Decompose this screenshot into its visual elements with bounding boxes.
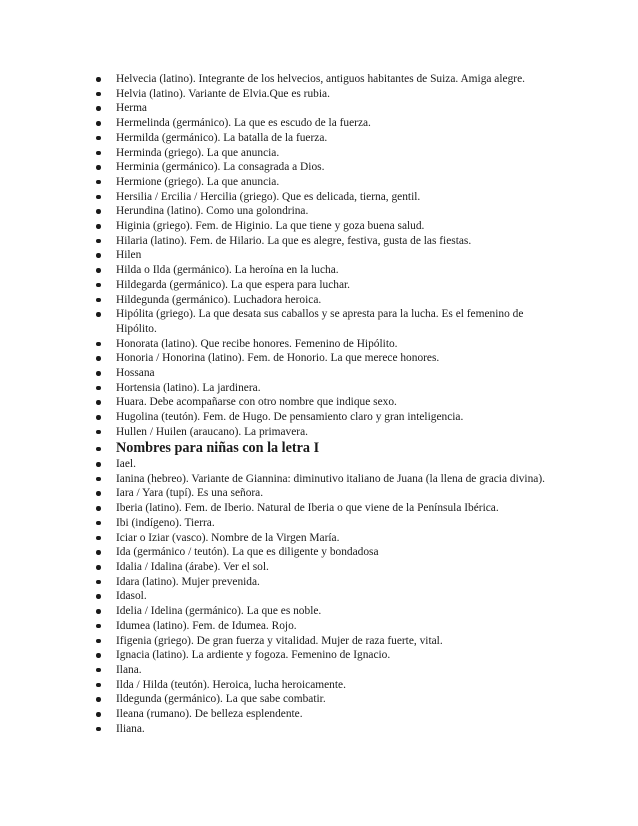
bullet-icon [96, 195, 101, 200]
bullet-icon [96, 298, 101, 303]
list-item-text: Huara. Debe acompañarse con otro nombre que indique sexo. [116, 396, 397, 409]
bullet-icon [96, 447, 101, 452]
list-item [96, 395, 566, 410]
list-item [96, 457, 566, 472]
bullet-icon [96, 400, 101, 405]
bullet-icon [96, 386, 101, 391]
bullet-icon [96, 580, 101, 585]
list-item [96, 486, 566, 501]
bullet-icon [96, 253, 101, 258]
list-item [96, 516, 566, 531]
list-item-text: Ildegunda (germánico). La que sabe combatir. [116, 693, 326, 706]
name-list [96, 72, 566, 736]
bullet-icon [96, 697, 101, 702]
list-item [96, 146, 566, 161]
bullet-icon [96, 283, 101, 288]
list-item-text: Herundina (latino). Como una golondrina. [116, 205, 309, 218]
list-item [96, 692, 566, 707]
bullet-icon [96, 712, 101, 717]
list-item-text: Hildegarda (germánico). La que espera para luchar. [116, 278, 351, 291]
list-item-text: Hermilda (germánico). La batalla de la fuerza. [116, 131, 328, 144]
list-item-text: Herma [116, 102, 147, 115]
list-item [96, 707, 566, 722]
bullet-icon [96, 639, 101, 644]
bullet-icon [96, 209, 101, 214]
bullet-icon [96, 371, 101, 376]
list-item-text: Hilda o Ilda (germánico). La heroína en la lucha. [116, 264, 339, 277]
bullet-icon [96, 136, 101, 141]
bullet-icon [96, 727, 101, 732]
list-item-text: Helvia (latino). Variante de Elvia.Que es rubia. [116, 87, 330, 100]
list-item-text: Herminia (germánico). La consagrada a Dios. [116, 161, 325, 174]
list-item [96, 116, 566, 131]
list-item [96, 560, 566, 575]
bullet-icon [96, 151, 101, 156]
list-item [96, 248, 566, 263]
list-item [96, 337, 566, 352]
bullet-icon [96, 491, 101, 496]
bullet-icon [96, 106, 101, 111]
list-item [96, 351, 566, 366]
list-item-text: Honorata (latino). Que recibe honores. Femenino de Hipólito. [116, 337, 398, 350]
bullet-icon [96, 165, 101, 170]
list-item-text: Ida (germánico / teutón). La que es diligente y bondadosa [116, 546, 379, 559]
list-item [96, 293, 566, 308]
list-item [96, 72, 566, 87]
list-item-text: Ignacia (latino). La ardiente y fogoza. Femenino de Ignacio. [116, 649, 391, 662]
list-item-text: Ifigenia (griego). De gran fuerza y vitalidad. Mujer de raza fuerte, vital. [116, 634, 443, 647]
bullet-icon [96, 550, 101, 555]
list-item [96, 678, 566, 693]
list-item-text: Herminda (griego). La que anuncia. [116, 146, 280, 159]
list-item [96, 722, 566, 737]
list-item [96, 263, 566, 278]
list-item-text: Hermione (griego). La que anuncia. [116, 175, 280, 188]
bullet-icon [96, 415, 101, 420]
list-item [96, 307, 566, 336]
list-item-text: Idara (latino). Mujer prevenida. [116, 575, 260, 588]
list-item-text: Hermelinda (germánico). La que es escudo de la fuerza. [116, 117, 371, 130]
list-item-text: Honoria / Honorina (latino). Fem. de Honorio. La que merece honores. [116, 352, 440, 365]
list-item-text: Idasol. [116, 590, 147, 603]
bullet-icon [96, 430, 101, 435]
list-item [96, 589, 566, 604]
bullet-icon [96, 312, 101, 317]
bullet-icon [96, 609, 101, 614]
list-item [96, 531, 566, 546]
list-item [96, 234, 566, 249]
list-item [96, 101, 566, 116]
bullet-icon [96, 668, 101, 673]
list-item [96, 472, 566, 487]
list-item-text: Higinia (griego). Fem. de Higinio. La que tiene y goza buena salud. [116, 220, 425, 233]
list-item [96, 634, 566, 649]
list-item-text: Ibi (indígeno). Tierra. [116, 516, 215, 529]
list-item [96, 619, 566, 634]
list-item [96, 604, 566, 619]
list-item [96, 87, 566, 102]
section-heading-text: Nombres para niñas con la letra I [116, 439, 320, 456]
list-item-text: Hugolina (teutón). Fem. de Hugo. De pensamiento claro y gran inteligencia. [116, 411, 464, 424]
bullet-icon [96, 521, 101, 526]
bullet-icon [96, 268, 101, 273]
bullet-icon [96, 356, 101, 361]
list-item [96, 663, 566, 678]
list-item-text: Hersilia / Ercilia / Hercilia (griego). Que es delicada, tierna, gentil. [116, 190, 421, 203]
list-item [96, 204, 566, 219]
section-heading [96, 440, 566, 458]
list-item-text: Hullen / Huilen (araucano). La primavera. [116, 425, 308, 438]
list-item-text: Helvecia (latino). Integrante de los helvecios, antiguos habitantes de Suiza. Amiga alegre. [116, 73, 525, 85]
list-item [96, 648, 566, 663]
list-item [96, 131, 566, 146]
list-item [96, 175, 566, 190]
list-item-text: Hilaria (latino). Fem. de Hilario. La que es alegre, festiva, gusta de las fiestas. [116, 234, 472, 247]
bullet-icon [96, 92, 101, 97]
bullet-icon [96, 477, 101, 482]
bullet-icon [96, 239, 101, 244]
list-item [96, 366, 566, 381]
list-item-text: Hossana [116, 367, 155, 380]
bullet-icon [96, 624, 101, 629]
bullet-icon [96, 506, 101, 511]
list-item-text: Hipólita (griego). La que desata sus caballos y se apresta para la lucha. Es el femenino de Hipólito. [116, 308, 524, 335]
bullet-icon [96, 121, 101, 126]
bullet-icon [96, 462, 101, 467]
list-item-text: Iael. [116, 458, 136, 471]
list-item [96, 501, 566, 516]
list-item-text: Ilana. [116, 663, 142, 676]
list-item-text: Idelia / Idelina (germánico). La que es noble. [116, 605, 322, 618]
list-item-text: Idalia / Idalina (árabe). Ver el sol. [116, 561, 269, 573]
bullet-icon [96, 683, 101, 688]
bullet-icon [96, 224, 101, 229]
bullet-icon [96, 565, 101, 570]
list-item-text: Iliana. [116, 722, 145, 735]
list-item-text: Hortensia (latino). La jardinera. [116, 381, 261, 394]
bullet-icon [96, 653, 101, 658]
list-item-text: Ianina (hebreo). Variante de Giannina: diminutivo italiano de Juana (la llena de gracia divina). [116, 472, 545, 485]
bullet-icon [96, 594, 101, 599]
list-item [96, 425, 566, 440]
list-item-text: Idumea (latino). Fem. de Idumea. Rojo. [116, 619, 297, 632]
list-item [96, 410, 566, 425]
list-item-text: Hilen [116, 249, 142, 262]
list-item-text: Ilda / Hilda (teutón). Heroica, lucha heroicamente. [116, 678, 346, 691]
list-item [96, 160, 566, 175]
bullet-icon [96, 180, 101, 185]
list-item [96, 278, 566, 293]
list-item-text: Hildegunda (germánico). Luchadora heroica. [116, 293, 322, 306]
bullet-icon [96, 77, 101, 82]
list-item [96, 575, 566, 590]
bullet-icon [96, 536, 101, 541]
list-item-text: Iberia (latino). Fem. de Iberio. Natural de Iberia o que viene de la Península Ibérica. [116, 502, 499, 515]
list-item [96, 219, 566, 234]
list-item [96, 190, 566, 205]
bullet-icon [96, 342, 101, 347]
list-item-text: Iara / Yara (tupí). Es una señora. [116, 487, 264, 500]
list-item-text: Iciar o Iziar (vasco). Nombre de la Virgen María. [116, 531, 340, 544]
list-item [96, 545, 566, 560]
list-item-text: Ileana (rumano). De belleza esplendente. [116, 708, 303, 721]
list-item [96, 381, 566, 396]
